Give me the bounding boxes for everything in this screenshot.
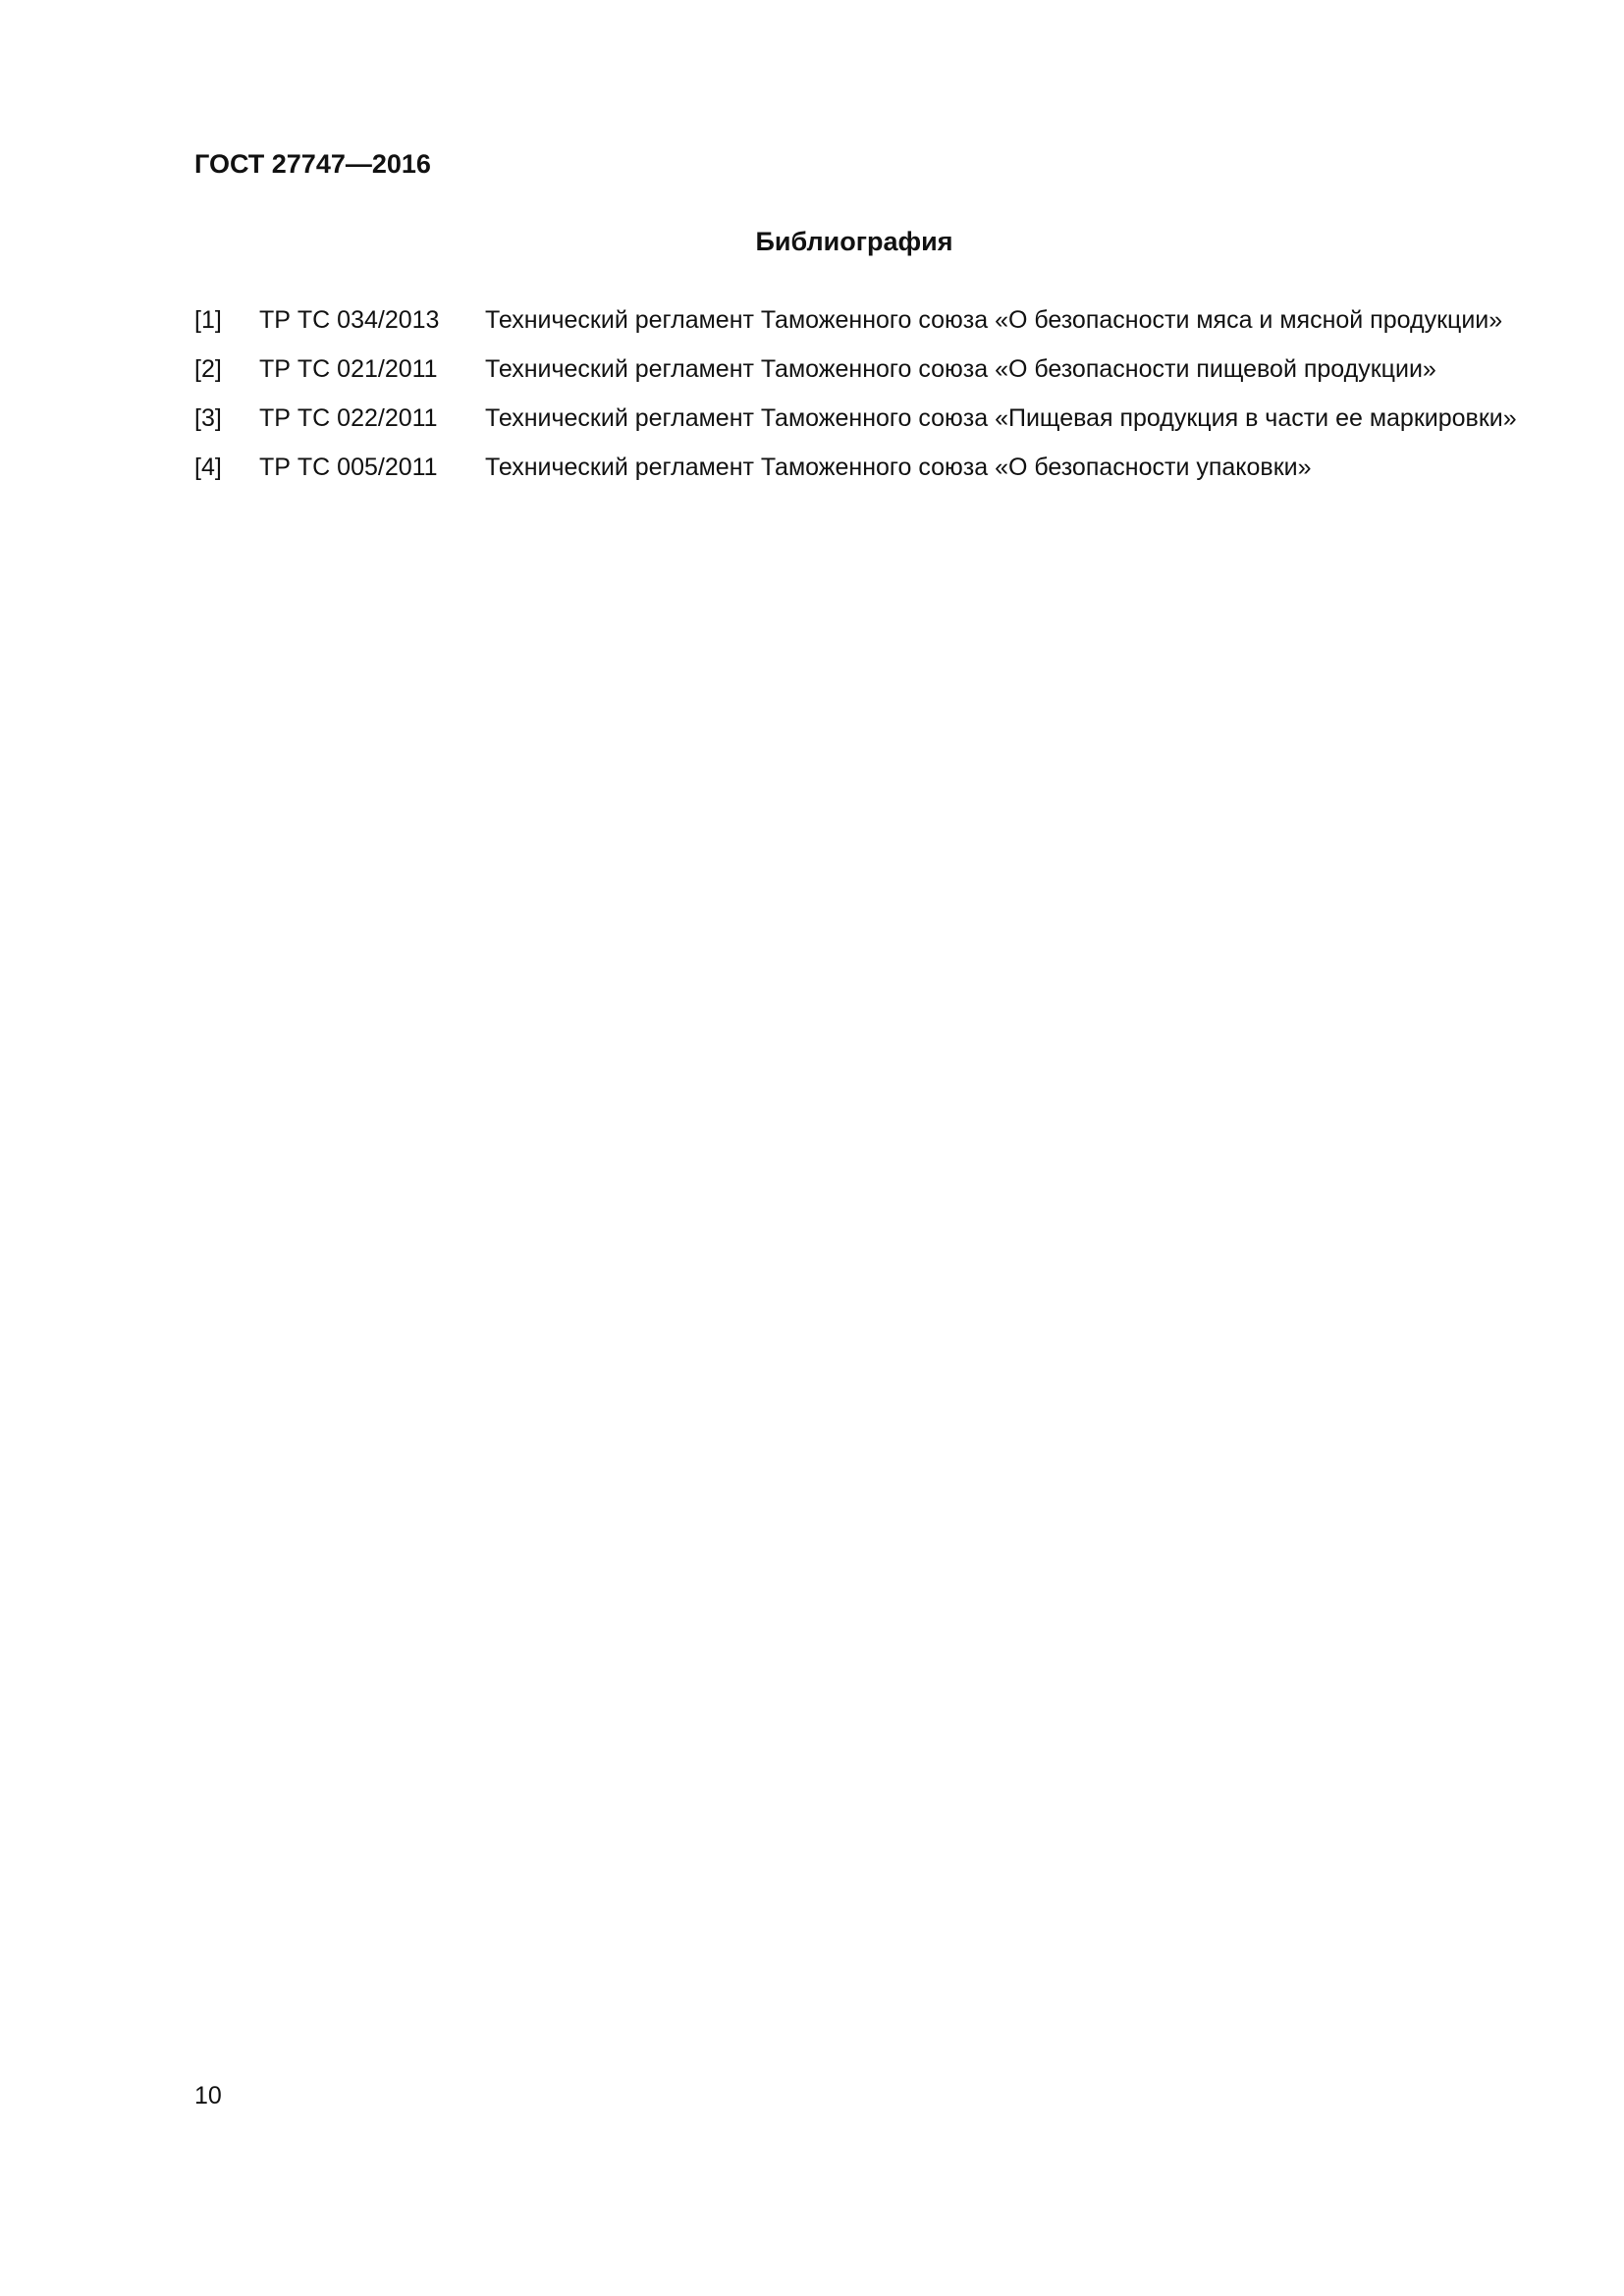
reference-title: Технический регламент Таможенного союза «О безопасности упаковки» [485, 454, 1312, 481]
bibliography-item [194, 352, 1549, 401]
reference-code: ТР ТС 034/2013 [259, 306, 440, 334]
bibliography-item [194, 401, 1549, 451]
bibliography-item [194, 451, 1549, 500]
reference-number: [1] [194, 306, 222, 334]
bibliography-list [194, 303, 1549, 500]
reference-number: [3] [194, 404, 222, 432]
bibliography-item [194, 303, 1549, 352]
reference-title: Технический регламент Таможенного союза «О безопасности пищевой продукции» [485, 355, 1436, 383]
page-number: 10 [194, 2082, 222, 2109]
reference-number: [4] [194, 454, 222, 481]
reference-number: [2] [194, 355, 222, 383]
reference-code: ТР ТС 005/2011 [259, 454, 438, 481]
reference-code: ТР ТС 021/2011 [259, 355, 438, 383]
document-code: ГОСТ 27747—2016 [194, 149, 431, 179]
reference-title: Технический регламент Таможенного союза «О безопасности мяса и мясной продукции» [485, 306, 1503, 334]
bibliography-title: Библиография [755, 227, 953, 256]
reference-code: ТР ТС 022/2011 [259, 404, 438, 432]
reference-title: Технический регламент Таможенного союза «Пищевая продукция в части ее маркировки» [485, 404, 1517, 432]
